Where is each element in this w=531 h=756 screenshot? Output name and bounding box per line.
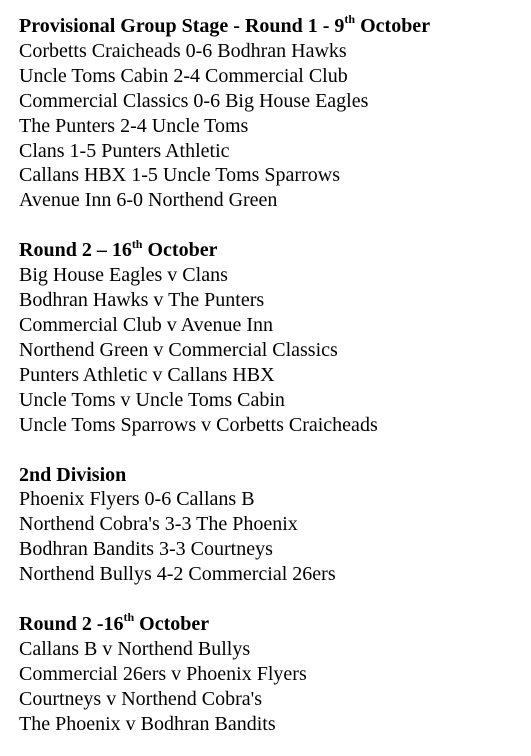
heading-text: Provisional Group Stage - Round 1 - 9: [19, 15, 345, 37]
fixture-line: Bodhran Hawks v The Punters: [19, 289, 265, 312]
heading-ordinal-suffix: th: [123, 610, 135, 625]
result-line: Uncle Toms Cabin 2-4 Commercial Club: [19, 64, 348, 87]
section-heading: [19, 463, 531, 488]
section-division-2-round-2: [19, 612, 531, 737]
section-heading: [19, 238, 531, 263]
fixture-line: Callans B v Northend Bullys: [19, 637, 251, 660]
heading-month: October: [355, 15, 431, 37]
result-line: Phoenix Flyers 0-6 Callans B: [19, 488, 255, 511]
result-line: Callans HBX 1-5 Uncle Toms Sparrows: [19, 164, 340, 187]
result-line: Bodhran Bandits 3-3 Courtneys: [19, 538, 273, 561]
section-2nd-division: [19, 463, 531, 588]
heading-ordinal-suffix: th: [131, 236, 143, 251]
heading-text: 2nd Division: [19, 463, 127, 486]
heading-text: Round 2 – 16: [19, 239, 132, 262]
heading-ordinal-suffix: th: [344, 12, 356, 27]
section-heading: [19, 14, 531, 39]
result-line: Avenue Inn 6-0 Northend Green: [19, 189, 278, 212]
fixture-line: The Phoenix v Bodhran Bandits: [19, 712, 276, 735]
fixture-line: Courtneys v Northend Cobra's: [19, 687, 263, 710]
result-line: Corbetts Craicheads 0-6 Bodhran Hawks: [19, 39, 347, 62]
fixture-line: Commercial Club v Avenue Inn: [19, 313, 274, 336]
heading-month: October: [134, 613, 210, 636]
fixture-line: Big House Eagles v Clans: [19, 264, 228, 287]
fixture-line: Punters Athletic v Callans HBX: [19, 363, 275, 386]
fixture-line: Uncle Toms v Uncle Toms Cabin: [19, 388, 285, 411]
heading-text: Round 2 -16: [19, 613, 124, 636]
section-round-2: [19, 238, 531, 437]
section-round-1: [19, 14, 531, 213]
fixture-line: Uncle Toms Sparrows v Corbetts Craicheads: [19, 413, 378, 436]
section-heading: [19, 612, 531, 637]
result-line: Northend Bullys 4-2 Commercial 26ers: [19, 563, 336, 586]
result-line: Clans 1-5 Punters Athletic: [19, 139, 230, 162]
result-line: The Punters 2-4 Uncle Toms: [19, 114, 249, 137]
result-line: Commercial Classics 0-6 Big House Eagles: [19, 89, 369, 112]
heading-month: October: [142, 239, 218, 262]
fixture-line: Commercial 26ers v Phoenix Flyers: [19, 662, 307, 685]
result-line: Northend Cobra's 3-3 The Phoenix: [19, 513, 298, 536]
fixture-line: Northend Green v Commercial Classics: [19, 338, 338, 361]
